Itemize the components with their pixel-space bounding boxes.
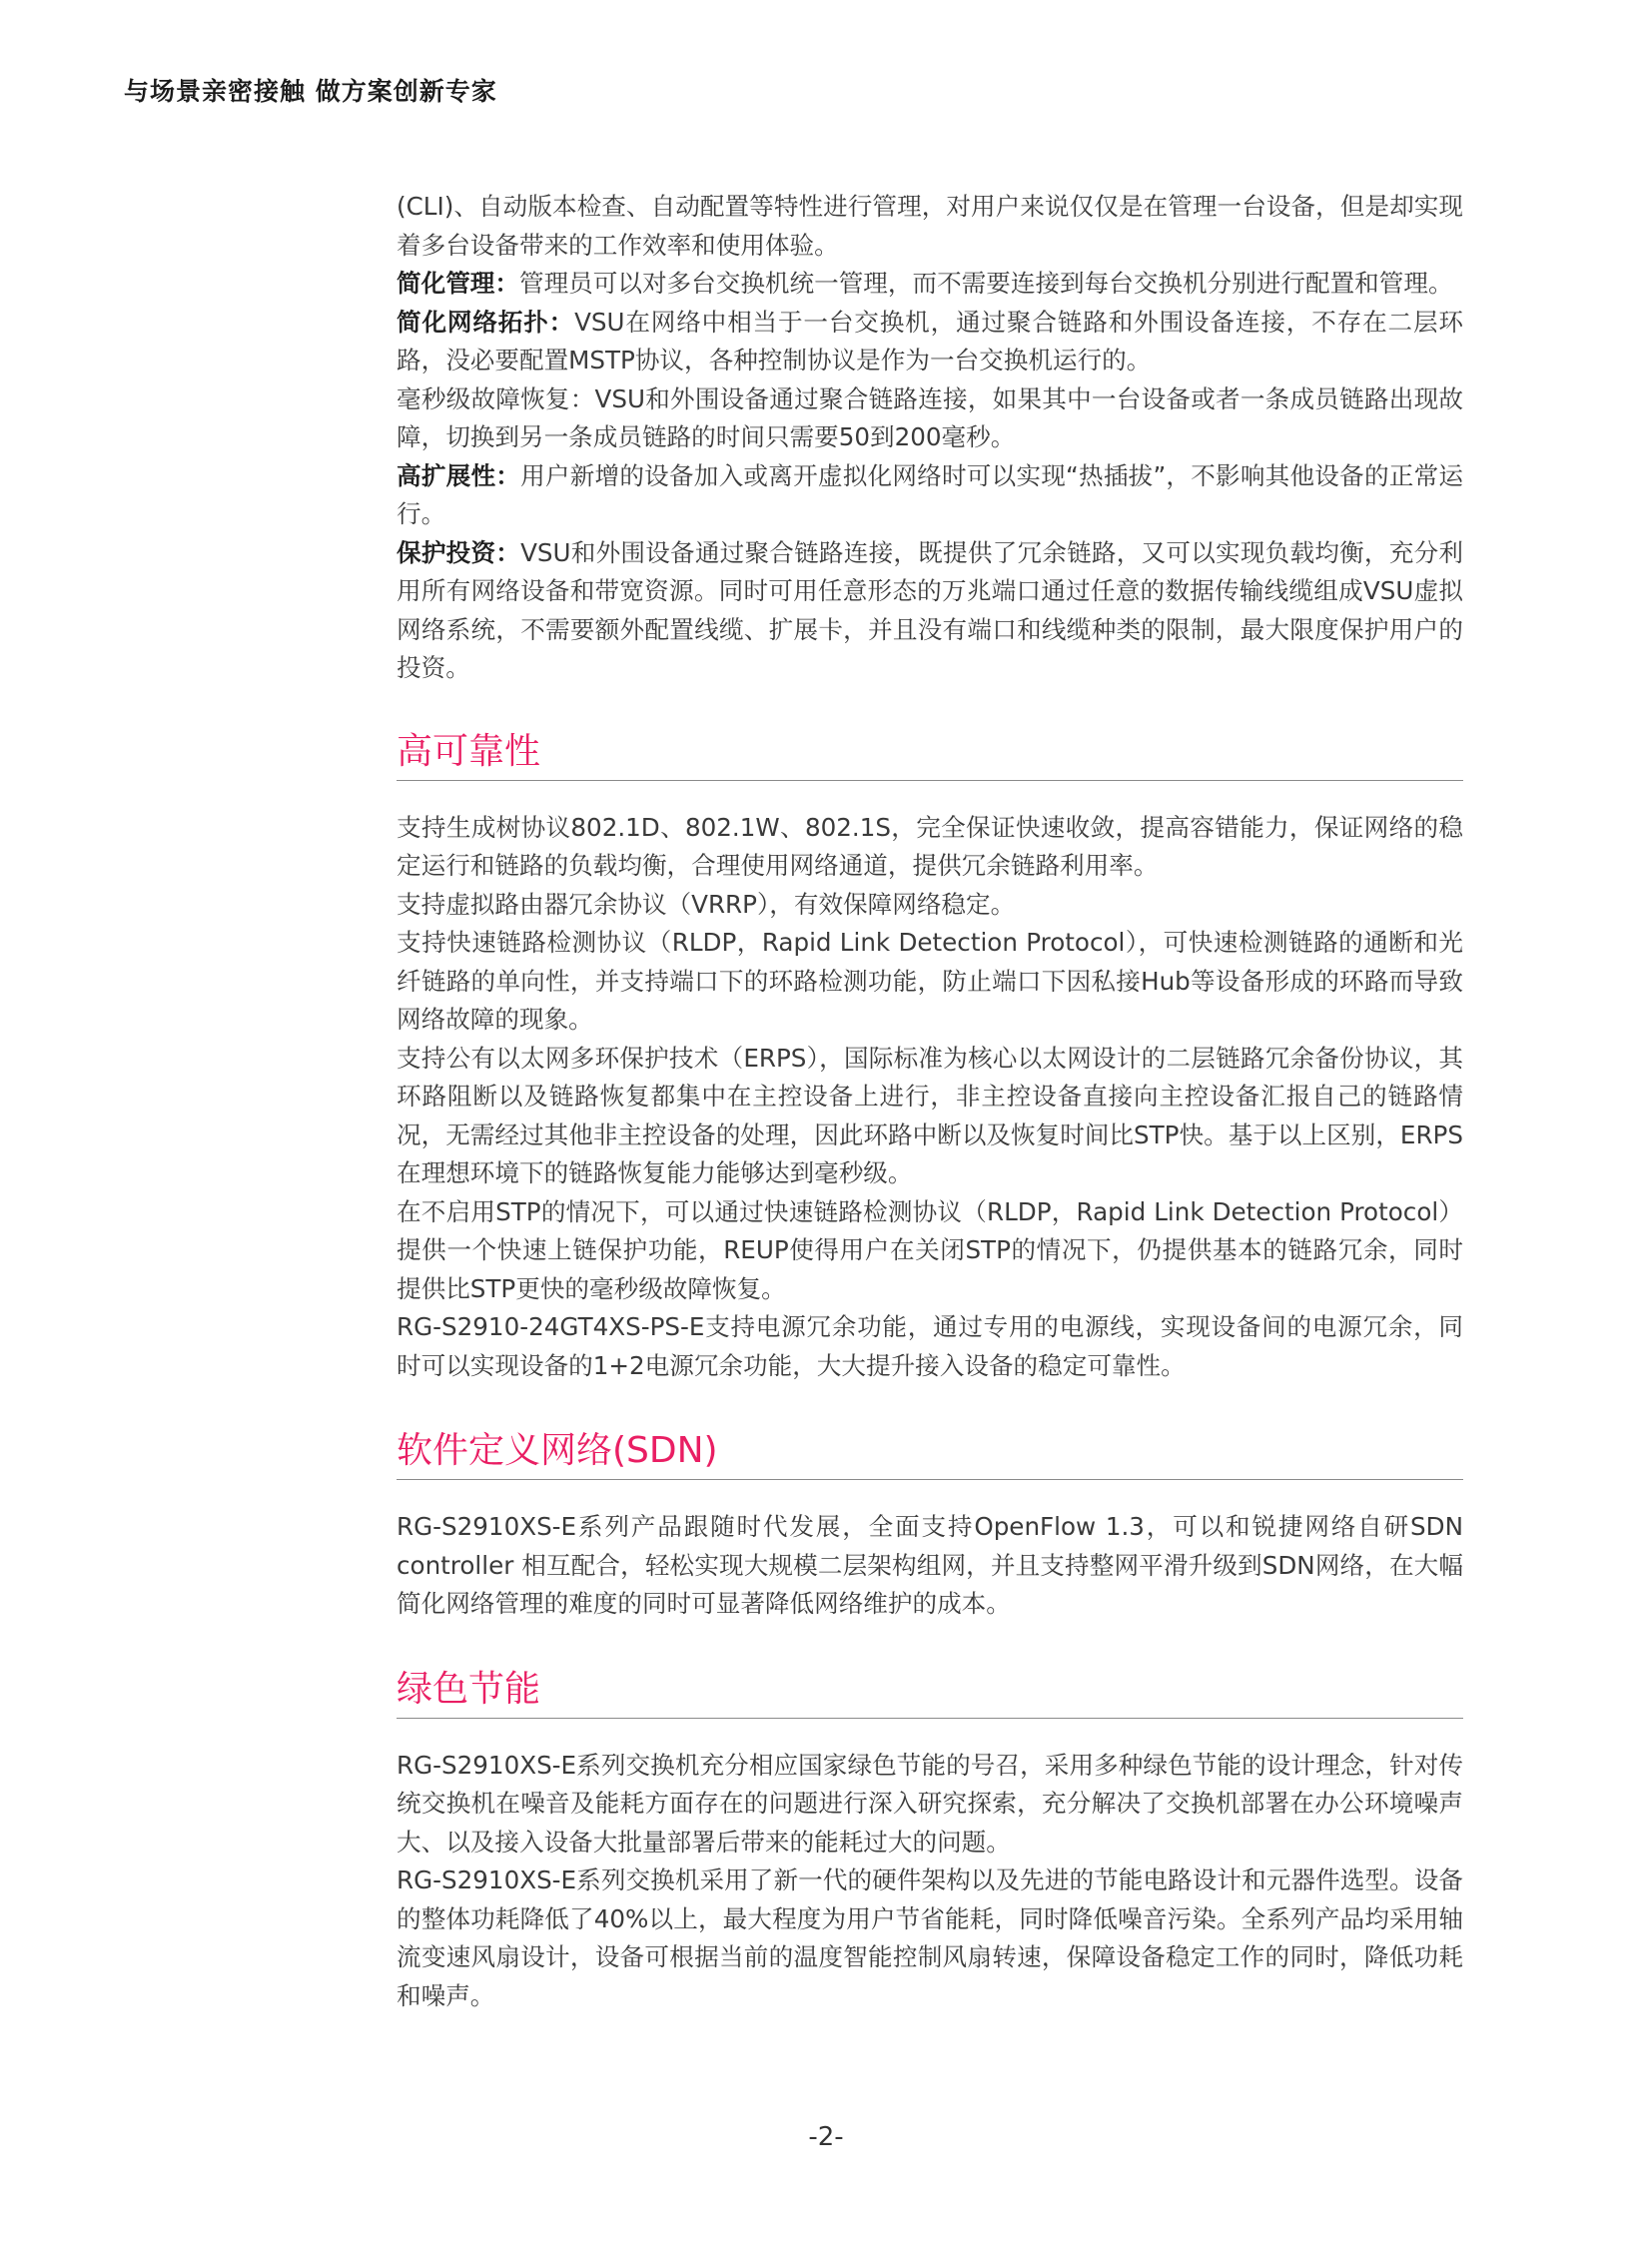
- section-paragraph: RG-S2910XS-E系列交换机充分相应国家绿色节能的号召，采用多种绿色节能的设计理念，针对传统交换机在噪音及能耗方面存在的问题进行深入研究探索，充分解决了交换机部署在办公环境噪声大、以及接入设备大批量部署后带来的能耗过大的问题。: [397, 1750, 1463, 1857]
- header-tagline: 与场景亲密接触 做方案创新专家: [124, 77, 497, 106]
- section-title: 高可靠性: [397, 728, 1463, 781]
- intro-block: [397, 188, 1463, 688]
- feature-text: VSU在网络中相当于一台交换机，通过聚合链路和外围设备连接，不存在二层环路，没必要配置MSTP协议，各种控制协议是作为一台交换机运行的。: [397, 307, 1463, 374]
- section-paragraph: 支持快速链路检测协议（RLDP，Rapid Link Detection Protocol），可快速检测链路的通断和光纤链路的单向性，并支持端口下的环路检测功能，防止端口下因私接Hub等设备形成的环路而导致网络故障的现象。: [397, 928, 1463, 1034]
- feature-investment-protection: [397, 534, 1463, 688]
- page-number: -2-: [808, 2122, 844, 2152]
- section-paragraph: 支持公有以太网多环保护技术（ERPS），国际标准为核心以太网设计的二层链路冗余备份协议，其环路阻断以及链路恢复都集中在主控设备上进行，非主控设备直接向主控设备汇报自己的链路情况，无需经过其他非主控设备的处理，因此环路中断以及恢复时间比STP快。基于以上区别，ERPS在理想环境下的链路恢复能力能够达到毫秒级。: [397, 1043, 1463, 1187]
- feature-text: 毫秒级故障恢复：VSU和外围设备通过聚合链路连接，如果其中一台设备或者一条成员链路出现故障，切换到另一条成员链路的时间只需要50到200毫秒。: [397, 383, 1463, 451]
- section-paragraph: RG-S2910XS-E系列交换机采用了新一代的硬件架构以及先进的节能电路设计和元器件选型。设备的整体功耗降低了40%以上，最大程度为用户节省能耗，同时降低噪音污染。全系列产品均采用轴流变速风扇设计，设备可根据当前的温度智能控制风扇转速，保障设备稳定工作的同时，降低功耗和噪声。: [397, 1866, 1463, 2010]
- feature-high-scalability: [397, 457, 1463, 534]
- feature-text: 管理员可以对多台交换机统一管理，而不需要连接到每台交换机分别进行配置和管理。: [518, 269, 1453, 298]
- section-paragraph: 在不启用STP的情况下，可以通过快速链路检测协议（RLDP，Rapid Link Detection Protocol）提供一个快速上链保护功能，REUP使得用户在关闭STP的情况下，仍提供基本的链路冗余，同时提供比STP更快的毫秒级故障恢复。: [397, 1196, 1463, 1303]
- section-body: [397, 1747, 1463, 2016]
- section-green-energy: [397, 1666, 1463, 2016]
- section-high-reliability: [397, 728, 1463, 1386]
- section-body: [397, 1508, 1463, 1624]
- feature-ms-fault-recovery: [397, 380, 1463, 457]
- section-body: [397, 809, 1463, 1386]
- feature-term: 简化管理：: [397, 269, 519, 298]
- feature-term: 保护投资：: [397, 537, 521, 567]
- section-title: 绿色节能: [397, 1666, 1463, 1719]
- feature-text: 用户新增的设备加入或离开虚拟化网络时可以实现“热插拔”，不影响其他设备的正常运行。: [397, 460, 1463, 528]
- section-paragraph: RG-S2910XS-E系列产品跟随时代发展，全面支持OpenFlow 1.3，可以和锐捷网络自研SDN controller 相互配合，轻松实现大规模二层架构组网，并且支持整网平滑升级到SDN网络，在大幅简化网络管理的难度的同时可显著降低网络维护的成本。: [397, 1512, 1463, 1618]
- section-paragraph: 支持虚拟路由器冗余协议（VRRP），有效保障网络稳定。: [397, 889, 1016, 919]
- feature-text: VSU和外围设备通过聚合链路连接，既提供了冗余链路，又可以实现负载均衡，充分利用所有网络设备和带宽资源。同时可用任意形态的万兆端口通过任意的数据传输线缆组成VSU虚拟网络系统，不需要额外配置线缆、扩展卡，并且没有端口和线缆种类的限制，最大限度保护用户的投资。: [397, 537, 1463, 682]
- intro-lead-paragraph: (CLI)、自动版本检查、自动配置等特性进行管理，对用户来说仅仅是在管理一台设备，但是却实现着多台设备带来的工作效率和使用体验。: [397, 192, 1463, 260]
- feature-simplified-topology: [397, 304, 1463, 380]
- section-paragraph: 支持生成树协议802.1D、802.1W、802.1S，完全保证快速收敛，提高容错能力，保证网络的稳定运行和链路的负载均衡，合理使用网络通道，提供冗余链路利用率。: [397, 812, 1463, 880]
- feature-term: 简化网络拓扑：: [397, 307, 575, 337]
- document-content: [397, 188, 1463, 2015]
- section-title: 软件定义网络(SDN): [397, 1427, 1463, 1480]
- section-paragraph: RG-S2910-24GT4XS-PS-E支持电源冗余功能，通过专用的电源线，实现设备间的电源冗余，同时可以实现设备的1+2电源冗余功能，大大提升接入设备的稳定可靠性。: [397, 1312, 1463, 1380]
- section-sdn: [397, 1427, 1463, 1624]
- feature-simplified-management: [397, 265, 1463, 304]
- feature-term: 高扩展性：: [397, 460, 521, 490]
